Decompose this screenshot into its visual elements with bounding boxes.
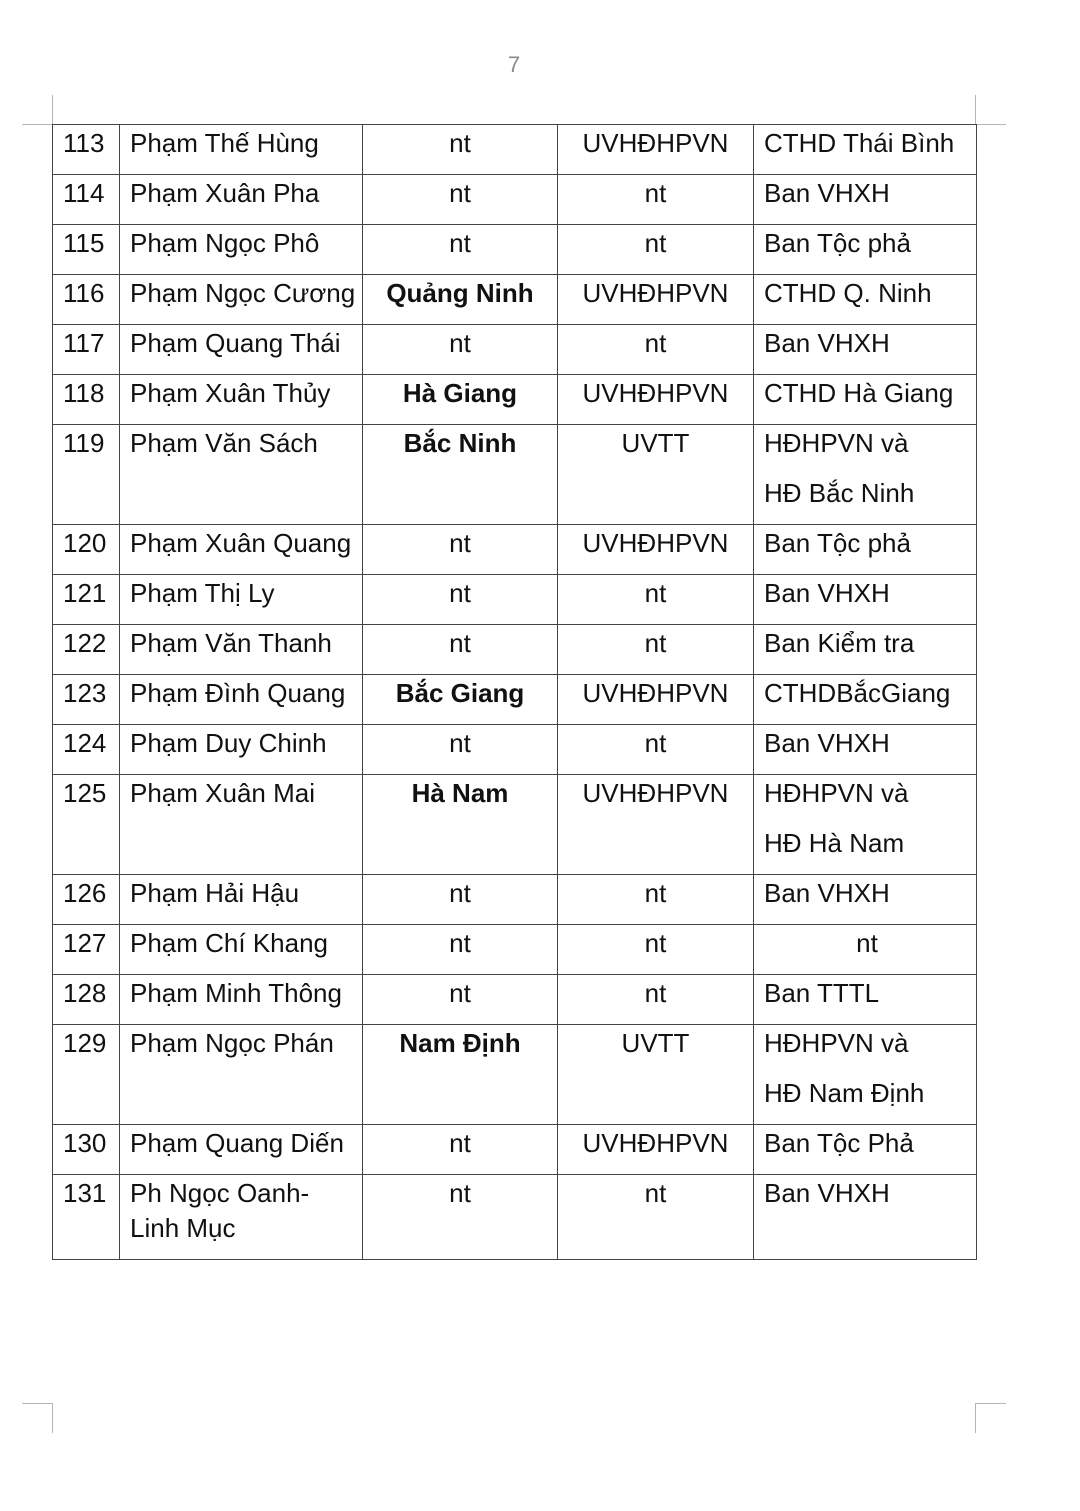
position-cell-text: HĐHPVN và — [764, 428, 909, 458]
member-table — [52, 124, 977, 1260]
crop-mark — [976, 124, 1006, 125]
role-cell — [558, 725, 754, 775]
position-cell — [754, 425, 977, 525]
province-cell — [363, 275, 558, 325]
member-name-cell-text: Phạm Văn Sách — [130, 428, 318, 458]
member-name-cell-text: Phạm Xuân Mai — [130, 778, 315, 808]
role-cell — [558, 575, 754, 625]
province-cell — [363, 225, 558, 275]
row-number-cell-text: 122 — [63, 628, 107, 658]
position-cell — [754, 275, 977, 325]
table-row — [53, 675, 977, 725]
table-row — [53, 175, 977, 225]
row-number-cell-text: 123 — [63, 678, 107, 708]
member-name-cell — [120, 875, 363, 925]
position-cell-text: Ban VHXH — [764, 178, 890, 208]
role-cell-text: UVHĐHPVN — [582, 278, 729, 308]
member-name-cell — [120, 1025, 363, 1125]
row-number-cell-text: 129 — [63, 1028, 107, 1058]
table-row — [53, 625, 977, 675]
member-name-cell-text: Ph Ngọc Oanh- Linh Mục — [130, 1178, 310, 1243]
position-cell — [754, 375, 977, 425]
role-cell-text: UVHĐHPVN — [582, 678, 729, 708]
role-cell — [558, 225, 754, 275]
position-cell — [754, 225, 977, 275]
position-cell — [754, 875, 977, 925]
member-name-cell-text: Phạm Hải Hậu — [130, 878, 300, 908]
member-name-cell-text: Phạm Ngọc Phô — [130, 228, 320, 258]
table-row — [53, 275, 977, 325]
position-cell — [754, 675, 977, 725]
table-row — [53, 125, 977, 175]
province-cell-text: nt — [449, 978, 471, 1008]
role-cell — [558, 525, 754, 575]
role-cell — [558, 175, 754, 225]
role-cell-text: nt — [644, 978, 667, 1008]
table-row — [53, 225, 977, 275]
row-number-cell — [53, 425, 120, 525]
row-number-cell — [53, 175, 120, 225]
role-cell-text: nt — [644, 228, 667, 258]
role-cell — [558, 1175, 754, 1260]
role-cell-text: nt — [644, 1178, 667, 1208]
member-name-cell-text: Phạm Ngọc Cương — [130, 278, 356, 308]
member-name-cell — [120, 675, 363, 725]
role-cell — [558, 375, 754, 425]
member-name-cell-text: Phạm Duy Chinh — [130, 728, 327, 758]
position-cell-text-line2: HĐ Bắc Ninh — [764, 478, 915, 508]
role-cell-text: UVTT — [621, 428, 690, 458]
province-cell — [363, 775, 558, 875]
province-cell-text: nt — [449, 328, 471, 358]
role-cell — [558, 925, 754, 975]
member-name-cell-text: Phạm Chí Khang — [130, 928, 329, 958]
role-cell — [558, 775, 754, 875]
position-cell — [754, 625, 977, 675]
row-number-cell — [53, 575, 120, 625]
role-cell-text: nt — [644, 878, 667, 908]
row-number-cell-text: 121 — [63, 578, 107, 608]
member-name-cell — [120, 625, 363, 675]
member-name-cell — [120, 925, 363, 975]
row-number-cell — [53, 225, 120, 275]
province-cell — [363, 175, 558, 225]
row-number-cell-text: 114 — [63, 178, 105, 208]
position-cell-text: Ban VHXH — [764, 1178, 890, 1208]
table-row — [53, 425, 977, 525]
province-cell — [363, 375, 558, 425]
member-name-cell — [120, 975, 363, 1025]
province-cell — [363, 925, 558, 975]
province-cell-text: nt — [449, 578, 471, 608]
province-cell — [363, 325, 558, 375]
crop-mark — [52, 95, 53, 125]
role-cell-text: nt — [644, 628, 667, 658]
member-name-cell-text: Phạm Xuân Quang — [130, 528, 352, 558]
table-row — [53, 975, 977, 1025]
member-name-cell — [120, 425, 363, 525]
member-name-cell-text: Phạm Xuân Thủy — [130, 378, 331, 408]
member-name-cell-text: Phạm Xuân Pha — [130, 178, 320, 208]
row-number-cell — [53, 1175, 120, 1260]
role-cell — [558, 875, 754, 925]
role-cell — [558, 1025, 754, 1125]
position-cell — [754, 925, 977, 975]
province-cell-text: Bắc Giang — [395, 678, 525, 708]
member-name-cell-text: Phạm Quang Diến — [130, 1128, 344, 1158]
position-cell — [754, 1175, 977, 1260]
position-cell — [754, 575, 977, 625]
province-cell-text: nt — [449, 528, 471, 558]
position-cell-text: nt — [856, 928, 878, 958]
province-cell — [363, 675, 558, 725]
member-name-cell-text: Phạm Văn Thanh — [130, 628, 332, 658]
role-cell — [558, 275, 754, 325]
row-number-cell — [53, 375, 120, 425]
position-cell — [754, 175, 977, 225]
row-number-cell-text: 124 — [63, 728, 107, 758]
role-cell — [558, 325, 754, 375]
province-cell-text: Bắc Ninh — [403, 428, 517, 458]
row-number-cell-text: 113 — [63, 128, 105, 158]
position-cell-text: Ban VHXH — [764, 578, 890, 608]
role-cell-text: UVTT — [621, 1028, 690, 1058]
member-name-cell — [120, 225, 363, 275]
table-row — [53, 925, 977, 975]
role-cell — [558, 1125, 754, 1175]
position-cell-text: Ban Tộc phả — [764, 528, 911, 558]
province-cell — [363, 1125, 558, 1175]
row-number-cell-text: 117 — [63, 328, 105, 358]
row-number-cell-text: 115 — [63, 228, 105, 258]
row-number-cell — [53, 125, 120, 175]
province-cell-text: nt — [449, 628, 471, 658]
member-name-cell — [120, 1175, 363, 1260]
position-cell — [754, 725, 977, 775]
row-number-cell — [53, 875, 120, 925]
member-table-body — [53, 125, 977, 1260]
province-cell-text: nt — [449, 1128, 471, 1158]
table-row — [53, 1175, 977, 1260]
row-number-cell — [53, 675, 120, 725]
row-number-cell-text: 127 — [63, 928, 107, 958]
province-cell-text: Hà Giang — [402, 378, 518, 408]
province-cell-text: Hà Nam — [411, 778, 509, 808]
table-row — [53, 875, 977, 925]
member-name-cell — [120, 525, 363, 575]
province-cell — [363, 575, 558, 625]
row-number-cell-text: 125 — [63, 778, 107, 808]
row-number-cell-text: 119 — [63, 428, 105, 458]
province-cell — [363, 425, 558, 525]
position-cell-text: CTHDBắcGiang — [764, 678, 951, 708]
role-cell-text: UVHĐHPVN — [582, 778, 729, 808]
row-number-cell — [53, 1025, 120, 1125]
row-number-cell — [53, 625, 120, 675]
province-cell — [363, 725, 558, 775]
member-name-cell-text: Phạm Minh Thông — [130, 978, 342, 1008]
role-cell — [558, 425, 754, 525]
table-row — [53, 525, 977, 575]
role-cell — [558, 675, 754, 725]
crop-mark — [52, 1403, 53, 1433]
province-cell — [363, 525, 558, 575]
province-cell — [363, 625, 558, 675]
position-cell-text: CTHD Q. Ninh — [764, 278, 932, 308]
province-cell-text: nt — [449, 728, 471, 758]
role-cell — [558, 975, 754, 1025]
province-cell — [363, 1175, 558, 1260]
row-number-cell — [53, 975, 120, 1025]
position-cell-text: Ban VHXH — [764, 728, 890, 758]
member-name-cell-text: Phạm Thế Hùng — [130, 128, 319, 158]
table-row — [53, 775, 977, 875]
member-name-cell-text: Phạm Đình Quang — [130, 678, 346, 708]
row-number-cell — [53, 925, 120, 975]
province-cell — [363, 975, 558, 1025]
province-cell-text: nt — [449, 928, 471, 958]
table-row — [53, 725, 977, 775]
row-number-cell — [53, 275, 120, 325]
row-number-cell — [53, 325, 120, 375]
member-name-cell — [120, 125, 363, 175]
member-name-cell — [120, 1125, 363, 1175]
role-cell-text: nt — [644, 178, 667, 208]
province-cell-text: nt — [449, 128, 471, 158]
province-cell-text: nt — [449, 228, 471, 258]
table-row — [53, 1025, 977, 1125]
role-cell — [558, 125, 754, 175]
row-number-cell — [53, 525, 120, 575]
province-cell-text: Quảng Ninh — [386, 278, 534, 308]
position-cell — [754, 1125, 977, 1175]
role-cell-text: UVHĐHPVN — [582, 528, 729, 558]
role-cell-text: nt — [644, 328, 667, 358]
province-cell — [363, 875, 558, 925]
position-cell-text: Ban Kiểm tra — [764, 628, 915, 658]
table-row — [53, 375, 977, 425]
position-cell-text: CTHD Hà Giang — [764, 378, 954, 408]
crop-mark — [22, 1403, 52, 1404]
position-cell-text: HĐHPVN và — [764, 778, 909, 808]
crop-mark — [975, 95, 976, 125]
position-cell — [754, 975, 977, 1025]
crop-mark — [976, 1403, 1006, 1404]
position-cell — [754, 125, 977, 175]
member-name-cell — [120, 575, 363, 625]
role-cell-text: UVHĐHPVN — [582, 1128, 729, 1158]
member-name-cell-text: Phạm Ngọc Phán — [130, 1028, 334, 1058]
row-number-cell — [53, 1125, 120, 1175]
province-cell — [363, 125, 558, 175]
table-row — [53, 325, 977, 375]
position-cell-text: Ban VHXH — [764, 328, 890, 358]
role-cell-text: nt — [644, 928, 667, 958]
row-number-cell-text: 120 — [63, 528, 107, 558]
crop-mark — [22, 124, 52, 125]
table-row — [53, 575, 977, 625]
member-name-cell-text: Phạm Quang Thái — [130, 328, 341, 358]
member-name-cell-text: Phạm Thị Ly — [130, 578, 275, 608]
position-cell-text-line2: HĐ Nam Định — [764, 1078, 925, 1108]
role-cell-text: UVHĐHPVN — [582, 128, 729, 158]
position-cell-text: Ban Tộc phả — [764, 228, 911, 258]
row-number-cell-text: 131 — [63, 1178, 107, 1208]
role-cell-text: UVHĐHPVN — [582, 378, 729, 408]
position-cell-text: Ban TTTL — [764, 978, 880, 1008]
row-number-cell-text: 130 — [63, 1128, 107, 1158]
member-name-cell — [120, 775, 363, 875]
row-number-cell-text: 116 — [63, 278, 105, 308]
member-name-cell — [120, 275, 363, 325]
role-cell — [558, 625, 754, 675]
role-cell-text: nt — [644, 578, 667, 608]
table-row — [53, 1125, 977, 1175]
position-cell-text-line2: HĐ Hà Nam — [764, 828, 905, 858]
position-cell-text: CTHD Thái Bình — [764, 128, 955, 158]
crop-mark — [975, 1403, 976, 1433]
row-number-cell — [53, 725, 120, 775]
member-name-cell — [120, 325, 363, 375]
role-cell-text: nt — [644, 728, 667, 758]
province-cell-text: nt — [449, 178, 471, 208]
province-cell-text: nt — [449, 1178, 471, 1208]
position-cell — [754, 525, 977, 575]
member-name-cell — [120, 175, 363, 225]
province-cell-text: nt — [449, 878, 471, 908]
position-cell — [754, 325, 977, 375]
position-cell-text: Ban VHXH — [764, 878, 890, 908]
member-name-cell — [120, 725, 363, 775]
row-number-cell-text: 126 — [63, 878, 107, 908]
page-number: 7 — [507, 52, 521, 77]
province-cell-text: Nam Định — [399, 1028, 521, 1058]
province-cell — [363, 1025, 558, 1125]
row-number-cell-text: 128 — [63, 978, 107, 1008]
row-number-cell — [53, 775, 120, 875]
position-cell-text: Ban Tộc Phả — [764, 1128, 914, 1158]
position-cell-text: HĐHPVN và — [764, 1028, 909, 1058]
position-cell — [754, 1025, 977, 1125]
member-name-cell — [120, 375, 363, 425]
position-cell — [754, 775, 977, 875]
row-number-cell-text: 118 — [63, 378, 105, 408]
